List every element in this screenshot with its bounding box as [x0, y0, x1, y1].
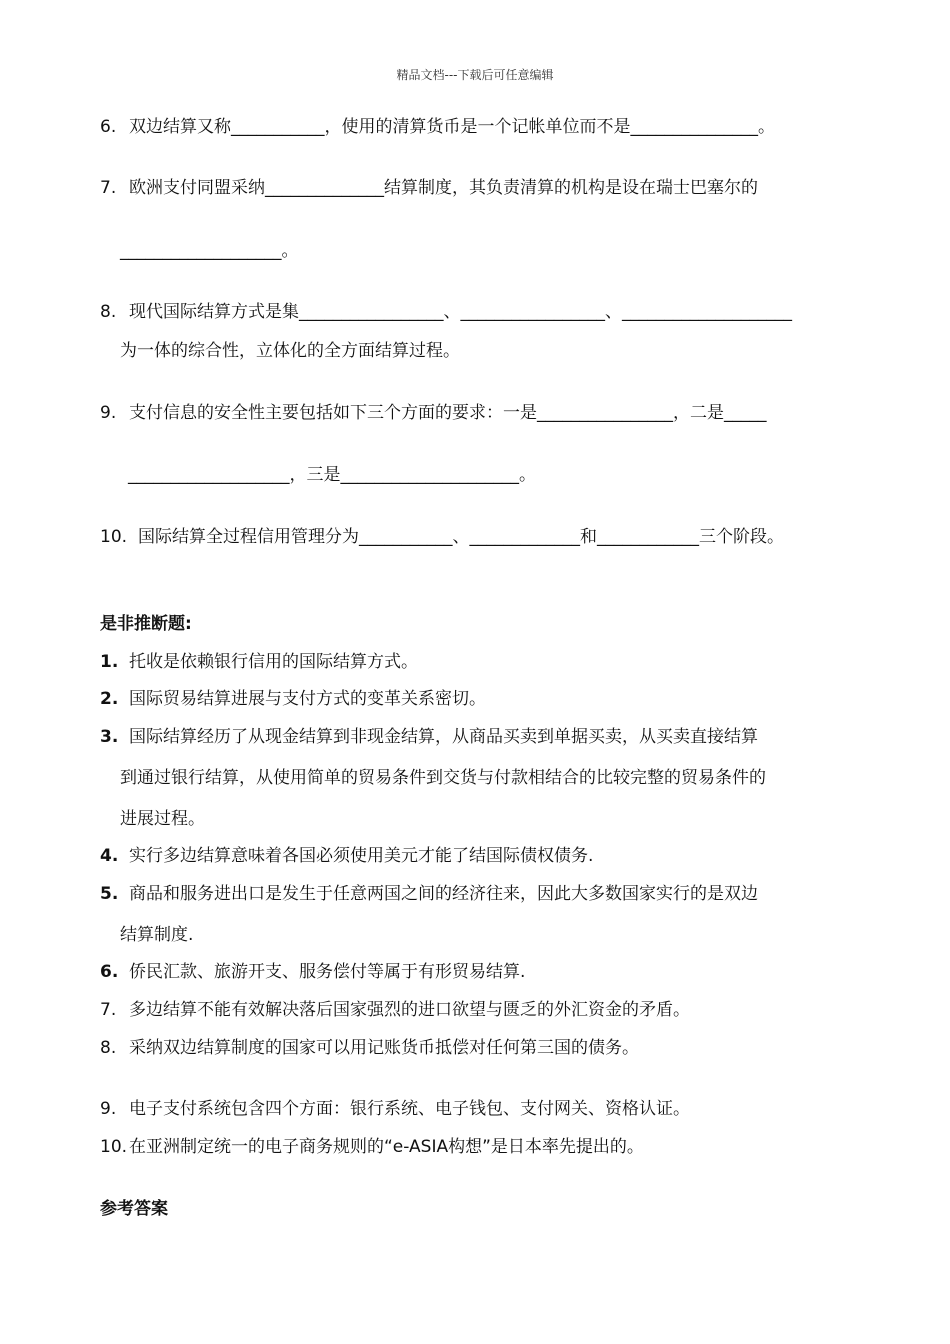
- page-header: 精品文档---下载后可任意编辑: [396, 68, 554, 82]
- question-number: 8.: [100, 302, 117, 322]
- question-9: [100, 402, 767, 424]
- tf-item-2: [100, 688, 486, 710]
- question-text: 支付信息的安全性主要包括如下三个方面的要求：一是________________，二是_____: [129, 403, 767, 423]
- question-7-continuation: ___________________。: [120, 241, 299, 261]
- tf-item-10: [100, 1136, 644, 1158]
- tf-item-5-continuation: 结算制度.: [120, 925, 194, 945]
- question-text: 双边结算又称___________，使用的清算货币是一个记帐单位而不是_______________。: [129, 117, 775, 137]
- item-number: 9.: [100, 1099, 117, 1119]
- item-text: 侨民汇款、旅游开支、服务偿付等属于有形贸易结算.: [129, 962, 526, 982]
- question-number: 9.: [100, 403, 117, 423]
- answers-heading: 参考答案: [100, 1199, 168, 1219]
- tf-item-3: [100, 726, 758, 748]
- question-text: 国际结算全过程信用管理分为___________、_____________和____________三个阶段。: [138, 527, 784, 547]
- question-number: 10.: [100, 527, 128, 547]
- item-number: 10.: [100, 1137, 128, 1157]
- item-number: 4.: [100, 846, 119, 866]
- item-text: 多边结算不能有效解决落后国家强烈的进口欲望与匮乏的外汇资金的矛盾。: [129, 1000, 690, 1020]
- tf-item-5: [100, 883, 758, 905]
- tf-item-9: [100, 1098, 690, 1120]
- question-8: [100, 301, 792, 323]
- item-number: 5.: [100, 884, 119, 904]
- question-text: 欧洲支付同盟采纳______________结算制度，其负责清算的机构是设在瑞士巴塞尔的: [129, 178, 758, 198]
- item-number: 3.: [100, 727, 119, 747]
- item-text: 商品和服务进出口是发生于任意两国之间的经济往来，因此大多数国家实行的是双边: [129, 884, 758, 904]
- tf-item-3-continuation-2: 进展过程。: [120, 809, 205, 829]
- tf-item-1: [100, 651, 418, 673]
- item-text: 国际结算经历了从现金结算到非现金结算，从商品买卖到单据买卖，从买卖直接结算: [129, 727, 758, 747]
- tf-item-3-continuation-1: 到通过银行结算，从使用简单的贸易条件到交货与付款相结合的比较完整的贸易条件的: [120, 768, 766, 788]
- tf-item-7: [100, 999, 690, 1021]
- tf-item-8: [100, 1037, 639, 1059]
- question-number: 6.: [100, 117, 117, 137]
- item-text: 在亚洲制定统一的电子商务规则的“e-ASIA构想”是日本率先提出的。: [129, 1137, 644, 1157]
- item-number: 2.: [100, 689, 119, 709]
- question-6: [100, 116, 775, 138]
- question-8-continuation: 为一体的综合性，立体化的全方面结算过程。: [120, 341, 460, 361]
- item-text: 采纳双边结算制度的国家可以用记账货币抵偿对任何第三国的债务。: [129, 1038, 639, 1058]
- question-10: [100, 526, 784, 548]
- true-false-heading: 是非推断题:: [100, 614, 192, 634]
- question-7: [100, 177, 758, 199]
- question-9-continuation: ___________________，三是_____________________。: [128, 465, 536, 485]
- question-number: 7.: [100, 178, 117, 198]
- item-text: 国际贸易结算进展与支付方式的变革关系密切。: [129, 689, 486, 709]
- tf-item-6: [100, 961, 525, 983]
- item-number: 1.: [100, 652, 119, 672]
- item-number: 8.: [100, 1038, 117, 1058]
- tf-item-4: [100, 845, 593, 867]
- item-text: 实行多边结算意味着各国必须使用美元才能了结国际债权债务.: [129, 846, 594, 866]
- item-number: 6.: [100, 962, 119, 982]
- question-text: 现代国际结算方式是集_________________、_________________、____________________: [129, 302, 792, 322]
- item-text: 电子支付系统包含四个方面：银行系统、电子钱包、支付网关、资格认证。: [129, 1099, 690, 1119]
- item-text: 托收是依赖银行信用的国际结算方式。: [129, 652, 418, 672]
- item-number: 7.: [100, 1000, 117, 1020]
